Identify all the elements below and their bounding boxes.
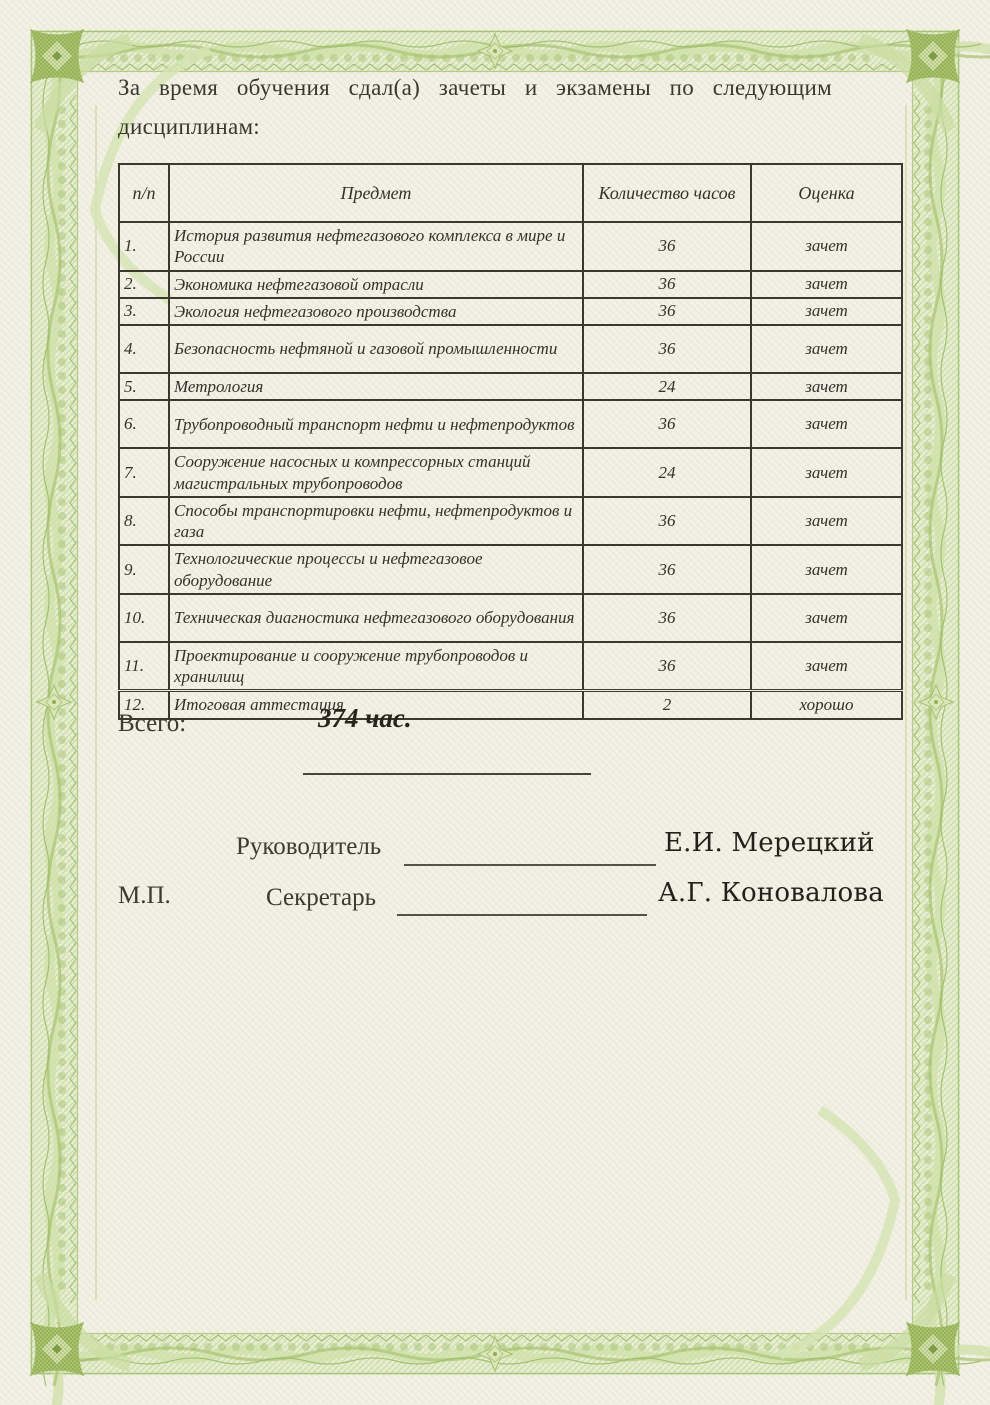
grade-cell: зачет bbox=[751, 271, 902, 298]
secretary-signature-label: Секретарь bbox=[266, 884, 377, 911]
num-cell: 12. bbox=[119, 691, 169, 719]
intro-text bbox=[118, 68, 832, 146]
subject-cell: Техническая диагностика нефтегазового оборудования bbox=[169, 594, 583, 642]
grade-cell: зачет bbox=[751, 298, 902, 325]
table-row bbox=[119, 594, 902, 642]
hours-cell: 36 bbox=[583, 325, 751, 373]
total-underline bbox=[303, 773, 591, 775]
hours-cell: 36 bbox=[583, 594, 751, 642]
hours-cell: 36 bbox=[583, 222, 751, 271]
hours-cell: 36 bbox=[583, 298, 751, 325]
table-row bbox=[119, 691, 902, 719]
head-signature-name: Е.И. Мерецкий bbox=[664, 828, 875, 858]
col-header-grade: Оценка bbox=[751, 164, 902, 222]
secretary-signature-name: А.Г. Коновалова bbox=[658, 878, 884, 908]
stamp-place-label: М.П. bbox=[118, 882, 171, 909]
hours-cell: 36 bbox=[583, 497, 751, 546]
num-cell: 6. bbox=[119, 400, 169, 448]
table-row bbox=[119, 373, 902, 400]
num-cell: 2. bbox=[119, 271, 169, 298]
subject-cell: Экология нефтегазового производства bbox=[169, 298, 583, 325]
num-cell: 10. bbox=[119, 594, 169, 642]
subject-cell: Сооружение насосных и компрессорных станций магистральных трубопроводов bbox=[169, 448, 583, 497]
intro-line-1: За время обучения сдал(а) зачеты и экзамены по следующим bbox=[118, 75, 832, 100]
num-cell: 5. bbox=[119, 373, 169, 400]
table-row bbox=[119, 545, 902, 594]
col-header-subject: Предмет bbox=[169, 164, 583, 222]
num-cell: 3. bbox=[119, 298, 169, 325]
table-row bbox=[119, 271, 902, 298]
table-row bbox=[119, 497, 902, 546]
table-row bbox=[119, 642, 902, 691]
total-hours-value: 374 час. bbox=[318, 703, 412, 733]
total-label: Всего: bbox=[118, 710, 187, 737]
num-cell: 8. bbox=[119, 497, 169, 546]
subject-cell: Проектирование и сооружение трубопроводов и хранилищ bbox=[169, 642, 583, 691]
grade-cell: зачет bbox=[751, 400, 902, 448]
hours-cell: 24 bbox=[583, 373, 751, 400]
num-cell: 1. bbox=[119, 222, 169, 271]
subject-cell: Итоговая аттестация bbox=[169, 691, 583, 719]
table-row bbox=[119, 400, 902, 448]
grade-cell: зачет bbox=[751, 594, 902, 642]
hours-cell: 36 bbox=[583, 400, 751, 448]
hours-cell: 36 bbox=[583, 271, 751, 298]
grade-cell: зачет bbox=[751, 545, 902, 594]
table-row bbox=[119, 298, 902, 325]
intro-line-2: дисциплинам: bbox=[118, 114, 260, 139]
subject-cell: Трубопроводный транспорт нефти и нефтепродуктов bbox=[169, 400, 583, 448]
secretary-signature-line bbox=[397, 914, 647, 916]
subject-cell: История развития нефтегазового комплекса в мире и России bbox=[169, 222, 583, 271]
hours-cell: 24 bbox=[583, 448, 751, 497]
num-cell: 9. bbox=[119, 545, 169, 594]
grade-cell: зачет bbox=[751, 448, 902, 497]
subject-cell: Метрология bbox=[169, 373, 583, 400]
table-header-row bbox=[119, 164, 902, 222]
subject-cell: Технологические процессы и нефтегазовое оборудование bbox=[169, 545, 583, 594]
subject-cell: Безопасность нефтяной и газовой промышленности bbox=[169, 325, 583, 373]
grade-cell: хорошо bbox=[751, 691, 902, 719]
subject-cell: Способы транспортировки нефти, нефтепродуктов и газа bbox=[169, 497, 583, 546]
grade-cell: зачет bbox=[751, 222, 902, 271]
table-row bbox=[119, 325, 902, 373]
col-header-num: п/п bbox=[119, 164, 169, 222]
hours-cell: 36 bbox=[583, 642, 751, 691]
head-signature-label: Руководитель bbox=[236, 833, 382, 860]
num-cell: 4. bbox=[119, 325, 169, 373]
hours-cell: 36 bbox=[583, 545, 751, 594]
subject-cell: Экономика нефтегазовой отрасли bbox=[169, 271, 583, 298]
hours-cell: 2 bbox=[583, 691, 751, 719]
col-header-hours: Количество часов bbox=[583, 164, 751, 222]
table-row bbox=[119, 448, 902, 497]
head-signature-line bbox=[404, 864, 656, 866]
subjects-table bbox=[118, 163, 903, 720]
table-row bbox=[119, 222, 902, 271]
grade-cell: зачет bbox=[751, 497, 902, 546]
grade-cell: зачет bbox=[751, 325, 902, 373]
num-cell: 11. bbox=[119, 642, 169, 691]
num-cell: 7. bbox=[119, 448, 169, 497]
grade-cell: зачет bbox=[751, 373, 902, 400]
grade-cell: зачет bbox=[751, 642, 902, 691]
